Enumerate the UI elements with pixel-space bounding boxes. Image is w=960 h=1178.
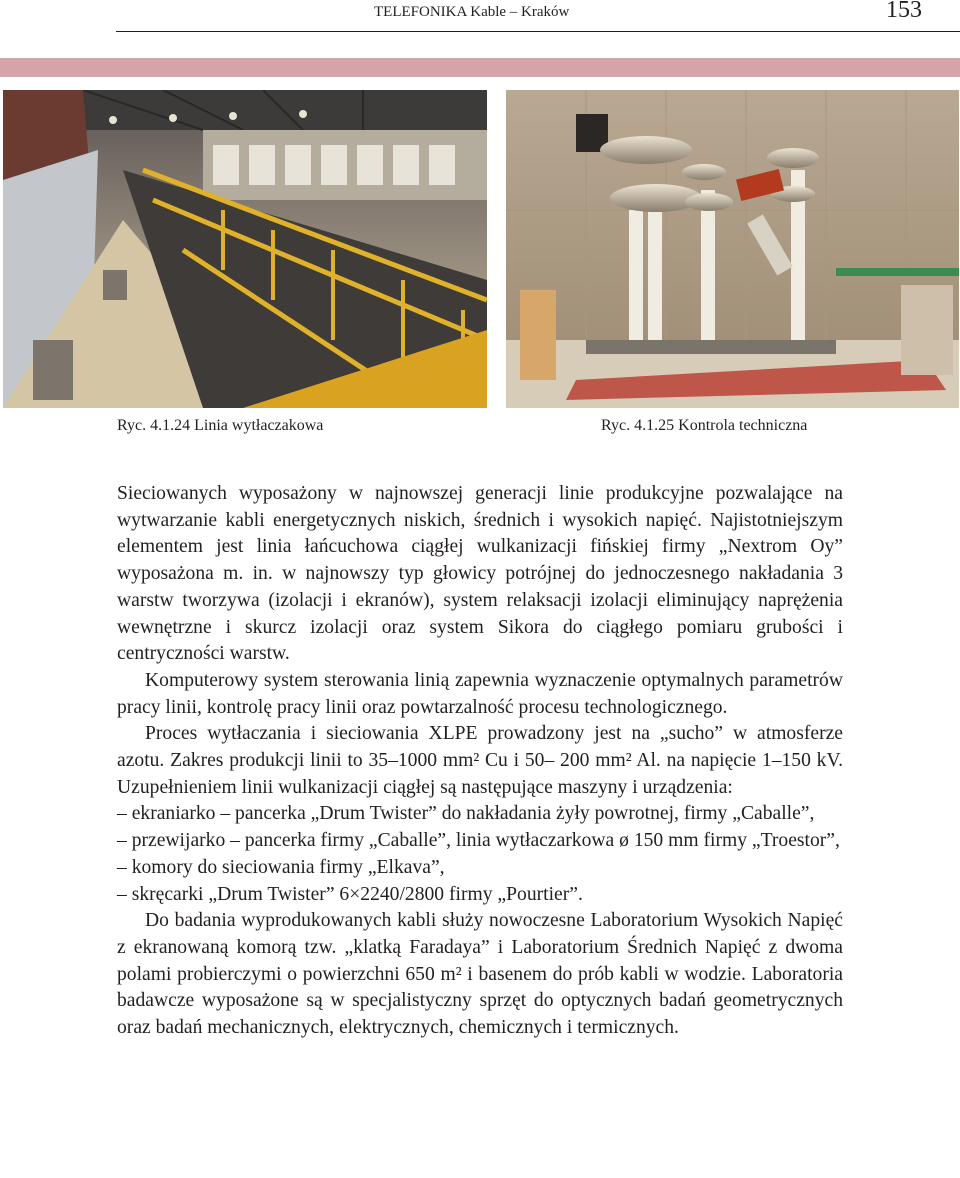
list-item: – ekraniarko – pancerka „Drum Twister” do nakładania żyły powrotnej, firmy „Caballe”, — [117, 803, 815, 825]
body-text — [117, 481, 843, 1042]
extrusion-line-photo — [3, 90, 487, 408]
paragraph: Do badania wyprodukowanych kabli służy nowoczesne Laboratorium Wysokich Napięć z ekranowaną komorą tzw. „klatką Faradaya” i Laboratorium Średnich Napięć z dwoma polami probierczymi o powierzchni 650 m² i basenem do prób kabli w wodzie. Laboratoria badawcze wyposażone są w specjalistyczny sprzęt do optycznych badań geometrycznych oraz badań mechanicznych, elektrycznych, chemicznych i termicznych. — [117, 910, 843, 1039]
running-header — [116, 0, 960, 32]
paragraph: Komputerowy system sterowania linią zapewnia wyznaczenie optymalnych parametrów pracy linii, kontrolę pracy linii oraz powtarzalność procesu technologicznego. — [117, 669, 843, 718]
paragraph: Proces wytłaczania i sieciowania XLPE prowadzony jest na „sucho” w atmosferze azotu. Zakres produkcji linii to 35–1000 mm² Cu i 50– 200 mm² Al. na napięcie 1–150 kV. Uzupełnieniem linii wulkanizacji ciągłej są następujące maszyny i urządzenia: — [117, 723, 843, 798]
list-item: – przewijarko – pancerka firmy „Caballe”, linia wytłaczarkowa ø 150 mm firmy „Troestor”, — [117, 830, 840, 852]
figure-caption-left: Ryc. 4.1.24 Linia wytłaczakowa — [117, 417, 324, 434]
decorative-band — [0, 58, 960, 77]
testing-lab-photo — [506, 90, 959, 408]
paragraph: Sieciowanych wyposażony w najnowszej generacji linie produkcyjne pozwalające na wytwarzanie kabli energetycznych niskich, średnich i wysokich napięć. Najistotniejszym elementem jest linia łańcuchowa ciągłej wulkanizacji fińskiej firmy „Nextrom Oy” wyposażona m. in. w najnowszy typ głowicy potrójnej do jednoczesnego nakładania 3 warstw tworzywa (izolacji i ekranów), system relaksacji izolacji eliminujący naprężenia wewnętrzne i skurcz izolacji oraz system Sikora do ciągłego pomiaru grubości i centryczności warstw. — [117, 483, 843, 665]
page-number: 153 — [886, 0, 922, 23]
figure-caption-right: Ryc. 4.1.25 Kontrola techniczna — [601, 417, 808, 434]
list-item: – skręcarki „Drum Twister” 6×2240/2800 firmy „Pourtier”. — [117, 883, 583, 905]
list-item: – komory do sieciowania firmy „Elkava”, — [117, 856, 445, 878]
header-title: TELEFONIKA Kable – Kraków — [374, 4, 570, 20]
